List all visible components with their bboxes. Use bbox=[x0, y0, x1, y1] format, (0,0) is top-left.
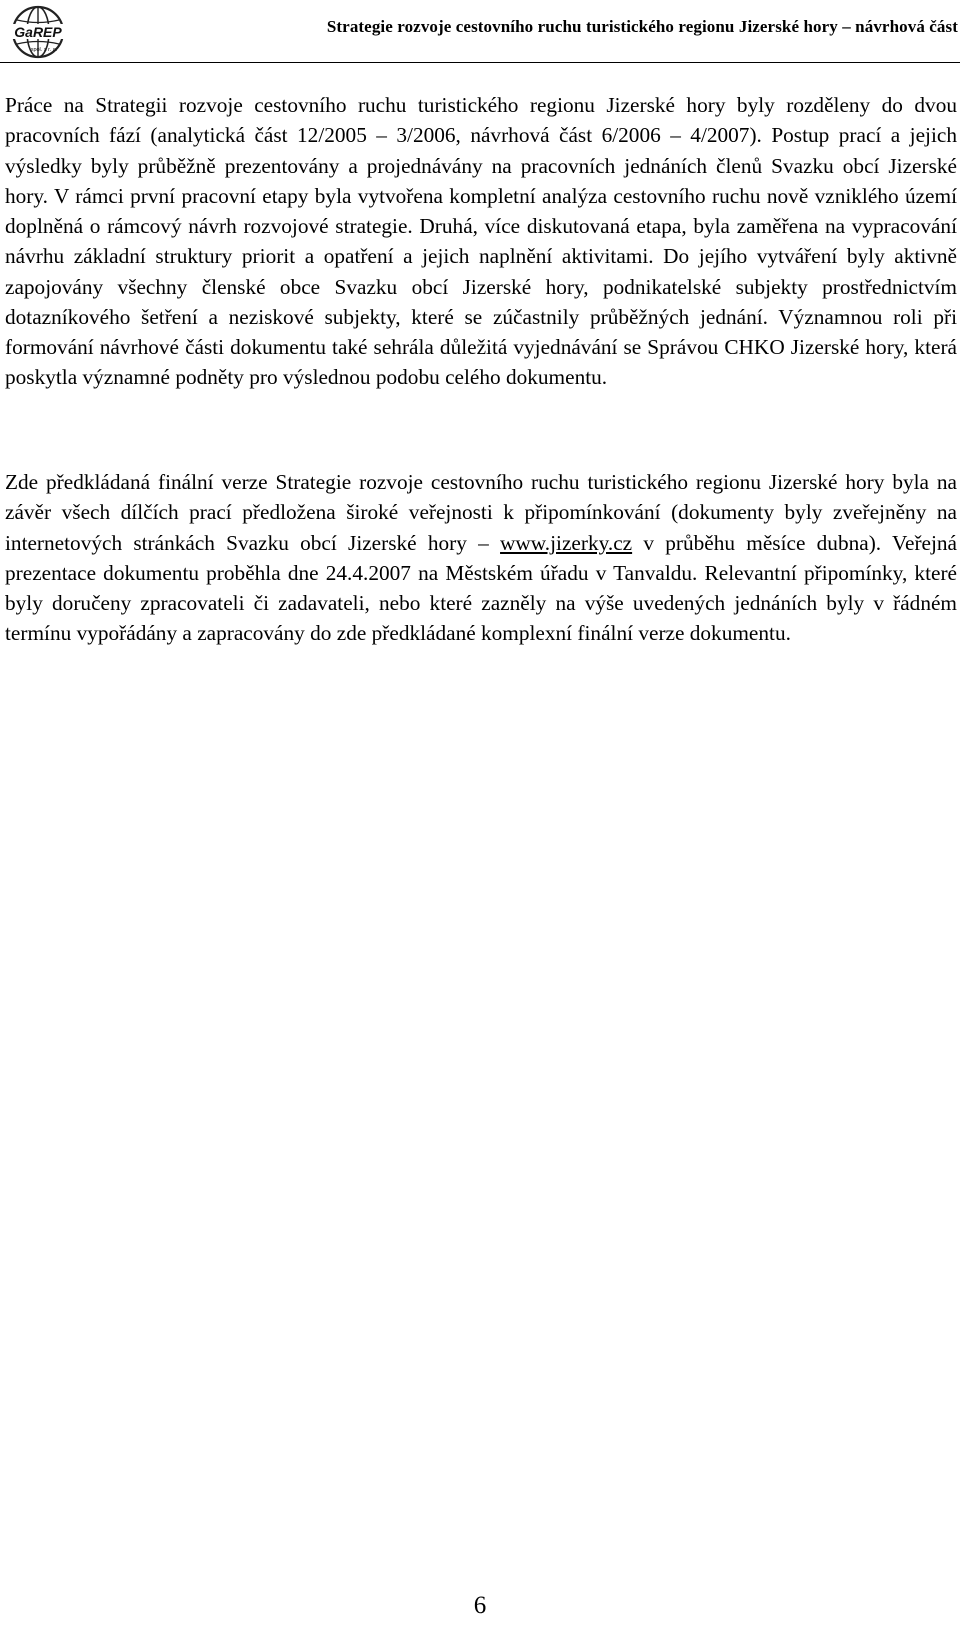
header-divider bbox=[0, 62, 960, 63]
garep-logo bbox=[4, 4, 72, 60]
page-number: 6 bbox=[473, 1592, 487, 1619]
paragraph-text: v průběhu měsíce dubna). Veřejná prezentace dokumentu proběhla dne 24.4.2007 na Městském úřadu v Tanvaldu. Relevantní připomínky, které byly doručeny zpracovateli či zadavateli, nebo které zazněly na výše uvedených jednáních byly v řádném termínu vypořádány a zapracovány do zde předkládané komplexní finální verze dokumentu. bbox=[5, 530, 958, 646]
svg-text:spol. s r. o.: spol. s r. o. bbox=[30, 47, 58, 53]
paragraph-text: Zde předkládaná finální verze Strategie rozvoje cestovního ruchu turistického regionu Jizerské hory byla na závěr všech dílčích prací předložena široké veřejnosti k připomínkování (dokumenty byly zveřejněny na internetových stránkách Svazku obcí Jizerské hory – bbox=[5, 470, 957, 555]
page-header bbox=[0, 0, 960, 66]
svg-text:GaREP: GaREP bbox=[14, 24, 62, 40]
document-title: Strategie rozvoje cestovního ruchu turistického regionu Jizerské hory – návrhová část bbox=[326, 17, 958, 36]
intro-paragraph: Práce na Strategii rozvoje cestovního ruchu turistického regionu Jizerské hory byly rozděleny do dvou pracovních fází (analytická část 12/2005 – 3/2006, návrhová část 6/2006 – 4/2007). Postup prací a jejich výsledky byly průběžně prezentovány a projednávány na pracovních jednáních členů Svazku obcí Jizerské hory. V rámci první pracovní etapy byla vytvořena kompletní analýza cestovního ruchu nově vzniklého území doplněná o rámcový návrh rozvojové strategie. Druhá, více diskutovaná etapa, byla zaměřena na vypracování návrhu základní struktury priorit a opatření a jejich naplnění aktivitami. Do jejího vytváření byly aktivně zapojovány všechny členské obce Svazku obcí Jizerské hory, podnikatelské subjekty prostřednictvím dotazníkového šetření a neziskové subjekty, které se zúčastnily průběžných jednání. Významnou roli při formování návrhové části dokumentu také sehrála důležitá vyjednávání se Správou CHKO Jizerské hory, která poskytla významné podněty pro výslednou podobu celého dokumentu. bbox=[5, 93, 957, 390]
jizerky-website-link[interactable]: www.jizerky.cz bbox=[500, 530, 633, 555]
final-version-paragraph bbox=[5, 467, 957, 649]
